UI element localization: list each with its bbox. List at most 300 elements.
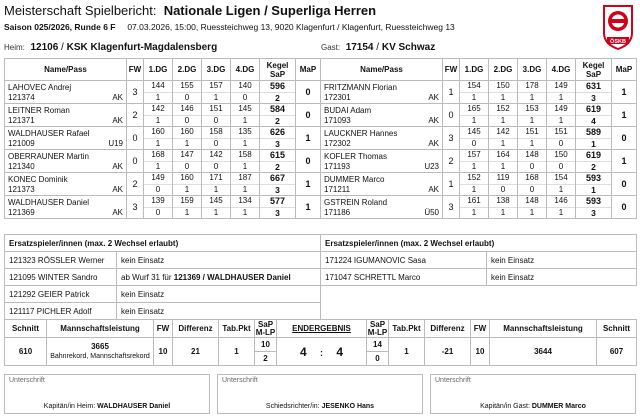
col-dg2: 2.DG	[489, 59, 518, 81]
player-dg-point: 0	[231, 92, 260, 104]
player-dg-point: 1	[489, 161, 518, 173]
score-separator: :	[320, 347, 323, 358]
player-dg-point: 1	[547, 115, 576, 127]
player-dg-score: 119	[489, 173, 518, 185]
col-dg4: 4.DG	[231, 59, 260, 81]
player-dg-point: 1	[202, 207, 231, 219]
home-subs-table	[4, 234, 321, 320]
player-row	[5, 81, 321, 93]
player-name-cell	[5, 81, 127, 104]
substitute-note-text: kein Einsatz	[121, 289, 165, 299]
player-dg-score: 171	[202, 173, 231, 185]
col-fw: FW	[127, 59, 144, 81]
col-kegel: Kegel	[582, 60, 605, 70]
player-dg-score: 149	[547, 81, 576, 93]
signature-label: Unterschrift	[9, 377, 45, 384]
player-dg-point: 0	[173, 115, 202, 127]
player-dg-point: 1	[460, 115, 489, 127]
hdr-home-schnitt: Schnitt	[5, 320, 47, 338]
player-dg-score: 145	[231, 104, 260, 116]
player-row	[5, 104, 321, 116]
substitute-note	[117, 269, 321, 286]
oeskb-logo	[601, 3, 635, 51]
player-dg-score: 168	[144, 150, 173, 162]
player-dg-point: 0	[547, 138, 576, 150]
player-dg-score: 135	[231, 127, 260, 139]
signature-person	[5, 403, 209, 410]
player-dg-point: 0	[202, 115, 231, 127]
player-kegel: 593	[576, 173, 612, 185]
player-dg-score: 157	[460, 150, 489, 162]
player-dg-point: 1	[547, 184, 576, 196]
home-record-note: Bahnrekord, Mannschaftsrekord	[50, 353, 150, 360]
player-kegel: 619	[576, 104, 612, 116]
player-dg-point: 1	[144, 161, 173, 173]
player-row	[321, 173, 637, 185]
player-dg-point: 0	[144, 184, 173, 196]
col-sap: SaP	[585, 69, 602, 79]
player-map: 1	[612, 150, 637, 173]
guest-team: Gast: 17154 / KV Schwaz	[321, 42, 436, 53]
player-dg-point: 1	[518, 138, 547, 150]
col-map: MaP	[612, 59, 637, 81]
player-dg-score: 178	[518, 81, 547, 93]
player-dg-score: 161	[460, 196, 489, 208]
substitute-note	[117, 286, 321, 303]
player-dg-score: 151	[518, 127, 547, 139]
player-pass-line	[8, 116, 123, 126]
player-kegel: 631	[576, 81, 612, 93]
col-dg1: 1.DG	[460, 59, 489, 81]
player-row	[321, 81, 637, 93]
player-pass: 171186	[324, 208, 351, 217]
player-dg-point: 1	[489, 138, 518, 150]
player-fw: 3	[443, 127, 460, 150]
player-fw: 2	[443, 150, 460, 173]
player-name: KONEC Dominik	[8, 175, 68, 184]
signature-name: JESENKO Hans	[321, 403, 375, 410]
player-name-cell	[321, 81, 443, 104]
hdr-home-fw: FW	[154, 320, 173, 338]
player-category: AK	[112, 208, 123, 217]
signature-home-captain[interactable]	[4, 374, 210, 414]
player-dg-point: 0	[202, 161, 231, 173]
player-map: 0	[612, 127, 637, 150]
player-dg-score: 157	[202, 81, 231, 93]
player-pass: 121374	[8, 93, 35, 102]
player-name: GSTREIN Roland	[324, 198, 388, 207]
player-dg-point: 1	[231, 161, 260, 173]
player-pass: 121371	[8, 116, 35, 125]
player-name: KOFLER Thomas	[324, 152, 387, 161]
player-dg-point: 0	[518, 184, 547, 196]
player-dg-score: 168	[518, 173, 547, 185]
player-dg-score: 160	[173, 173, 202, 185]
player-pass: 172302	[324, 139, 351, 148]
player-kegel: 619	[576, 150, 612, 162]
signature-person	[431, 403, 635, 410]
player-dg-point: 0	[547, 161, 576, 173]
player-category: U19	[108, 139, 123, 148]
col-dg3: 3.DG	[202, 59, 231, 81]
player-name-cell	[5, 173, 127, 196]
player-pass-line	[8, 139, 123, 149]
player-category: AK	[112, 185, 123, 194]
player-pass: 121009	[8, 139, 35, 148]
guest-sap-total: 14	[367, 338, 389, 352]
player-dg-point: 1	[489, 92, 518, 104]
player-dg-point: 0	[202, 138, 231, 150]
player-name: LEITNER Roman	[8, 106, 70, 115]
player-dg-point: 1	[547, 92, 576, 104]
player-fw: 0	[127, 150, 144, 173]
title-prefix: Meisterschaft Spielbericht:	[4, 3, 157, 18]
col-dg3: 3.DG	[518, 59, 547, 81]
player-pass-line	[8, 93, 123, 103]
player-fw: 1	[443, 81, 460, 104]
player-fw: 2	[127, 173, 144, 196]
player-dg-point: 1	[460, 161, 489, 173]
hdr-home-diff: Differenz	[173, 320, 219, 338]
player-map: 1	[296, 173, 321, 196]
player-fw: 3	[127, 81, 144, 104]
player-name-cell	[5, 127, 127, 150]
substitute-player: 121117 PICHLER Adolf	[5, 303, 117, 320]
player-row	[321, 196, 637, 208]
endergebnis-label: ENDERGEBNIS	[292, 324, 351, 333]
player-map: 1	[612, 104, 637, 127]
player-sap: 2	[576, 161, 612, 173]
hdr-home-mannschaft: Mannschaftsleistung	[47, 320, 154, 338]
col-sap: SaP	[269, 69, 286, 79]
home-schnitt: 610	[5, 338, 47, 366]
home-total-value: 3665	[91, 342, 109, 351]
player-pass-line	[324, 116, 439, 126]
guest-team-name: KV Schwaz	[381, 42, 436, 53]
player-map: 0	[296, 150, 321, 173]
player-fw: 3	[127, 196, 144, 219]
player-name: DUMMER Marco	[324, 175, 385, 184]
player-name-cell	[5, 150, 127, 173]
col-dg2: 2.DG	[173, 59, 202, 81]
home-team-id: 12106	[30, 42, 59, 53]
hdr-guest-tab: Tab.Pkt	[389, 320, 425, 338]
player-dg-point: 1	[144, 138, 173, 150]
player-kegel: 589	[576, 127, 612, 139]
player-sap: 3	[260, 184, 296, 196]
substitute-note-text: kein Einsatz	[121, 255, 165, 265]
signature-role: Kapitän/in Gast:	[480, 403, 530, 410]
player-pass: 121340	[8, 162, 35, 171]
player-dg-score: 152	[460, 173, 489, 185]
col-kegel-sap	[576, 59, 612, 81]
guest-schnitt: 607	[597, 338, 637, 366]
final-score	[277, 338, 367, 366]
player-category: AK	[428, 139, 439, 148]
substitute-row	[5, 252, 321, 269]
guest-mlp-total: 0	[367, 352, 389, 366]
player-kegel: 615	[260, 150, 296, 162]
player-dg-point: 1	[489, 115, 518, 127]
substitute-player: 171047 SCHRETTL Marco	[321, 269, 487, 286]
match-info	[4, 22, 455, 32]
substitute-player: 121323 RÖSSLER Werner	[5, 252, 117, 269]
player-pass-line	[324, 93, 439, 103]
player-name-cell	[5, 196, 127, 219]
player-fw: 2	[127, 104, 144, 127]
hdr-guest-sap-mlp	[367, 320, 389, 338]
player-fw: 1	[443, 173, 460, 196]
player-dg-score: 152	[489, 104, 518, 116]
player-pass: 171093	[324, 116, 351, 125]
header-row	[321, 59, 637, 81]
player-name-cell	[321, 173, 443, 196]
player-sap: 3	[260, 207, 296, 219]
signature-name: WALDHAUSER Daniel	[97, 403, 171, 410]
season-round: Saison 025/2026, Runde 6 F	[4, 22, 116, 32]
player-category: AK	[428, 116, 439, 125]
col-name: Name/Pass	[321, 59, 443, 81]
player-sap: 1	[576, 138, 612, 150]
header-row	[5, 59, 321, 81]
col-kegel-sap	[260, 59, 296, 81]
player-row	[5, 196, 321, 208]
player-dg-point: 1	[547, 207, 576, 219]
substitute-row	[5, 269, 321, 286]
player-dg-point: 1	[518, 207, 547, 219]
player-pass: 121369	[8, 208, 35, 217]
player-dg-score: 139	[144, 196, 173, 208]
player-dg-score: 144	[144, 81, 173, 93]
player-dg-point: 0	[144, 207, 173, 219]
player-name-cell	[5, 104, 127, 127]
hdr-guest-sap: SaP	[369, 319, 386, 329]
player-pass-line	[324, 162, 439, 172]
substitute-note	[117, 252, 321, 269]
hdr-guest-schnitt: Schnitt	[597, 320, 637, 338]
guest-team-total: 3644	[490, 338, 597, 366]
player-pass-line	[8, 162, 123, 172]
hdr-home-tab: Tab.Pkt	[219, 320, 255, 338]
player-dg-score: 155	[173, 81, 202, 93]
guest-tabpkt: 1	[389, 338, 425, 366]
guest-fw-total: 10	[471, 338, 490, 366]
player-fw: 3	[443, 196, 460, 219]
player-dg-score: 151	[202, 104, 231, 116]
player-row	[5, 173, 321, 185]
player-name: FRITZMANN Florian	[324, 83, 397, 92]
guest-subs-title: Ersatzspieler/innen (max. 2 Wechsel erlaubt)	[321, 235, 637, 252]
substitute-note-text: ab Wurf 31 für	[121, 272, 174, 282]
player-dg-point: 1	[173, 138, 202, 150]
player-map: 0	[296, 104, 321, 127]
player-category: AK	[112, 116, 123, 125]
player-kegel: 584	[260, 104, 296, 116]
player-dg-score: 149	[547, 104, 576, 116]
player-kegel: 596	[260, 81, 296, 93]
col-dg4: 4.DG	[547, 59, 576, 81]
home-team-total	[47, 338, 154, 366]
player-map: 1	[296, 127, 321, 150]
player-dg-score: 146	[547, 196, 576, 208]
player-dg-score: 142	[489, 127, 518, 139]
player-map: 0	[612, 173, 637, 196]
player-pass-line	[324, 185, 439, 195]
player-category: AK	[428, 93, 439, 102]
player-dg-score: 147	[173, 150, 202, 162]
substitute-player: 121292 GEIER Patrick	[5, 286, 117, 303]
player-fw: 0	[443, 104, 460, 127]
hdr-home-sap: SaP	[257, 319, 274, 329]
player-dg-point: 0	[518, 161, 547, 173]
signature-label: Unterschrift	[435, 377, 471, 384]
player-dg-point: 0	[173, 161, 202, 173]
score-home: 4	[299, 344, 307, 359]
player-dg-score: 145	[202, 196, 231, 208]
player-row	[5, 127, 321, 139]
hdr-guest-mannschaft: Mannschaftsleistung	[490, 320, 597, 338]
page-title	[4, 3, 376, 18]
guest-diff: -21	[425, 338, 471, 366]
player-dg-point: 1	[202, 92, 231, 104]
guest-player-table	[320, 58, 637, 219]
player-dg-point: 1	[231, 184, 260, 196]
player-pass: 171211	[324, 185, 351, 194]
player-dg-point: 1	[202, 184, 231, 196]
player-dg-point: 0	[460, 138, 489, 150]
home-player-table	[4, 58, 321, 219]
home-sap-total: 10	[255, 338, 277, 352]
home-team-name: KSK Klagenfurt-Magdalensberg	[66, 42, 218, 53]
hdr-endergebnis	[277, 320, 367, 338]
player-kegel: 593	[576, 196, 612, 208]
player-name: WALDHAUSER Rafael	[8, 129, 90, 138]
player-pass: 171193	[324, 162, 351, 171]
hdr-home-sap-mlp	[255, 320, 277, 338]
col-name: Name/Pass	[5, 59, 127, 81]
hdr-guest-fw: FW	[471, 320, 490, 338]
player-dg-score: 160	[173, 127, 202, 139]
player-pass-line	[324, 139, 439, 149]
player-pass-line	[8, 208, 123, 218]
player-dg-point: 1	[231, 138, 260, 150]
substitute-row	[5, 286, 321, 303]
player-dg-score: 159	[173, 196, 202, 208]
player-name-cell	[321, 196, 443, 219]
player-name-cell	[321, 150, 443, 173]
player-sap: 3	[260, 138, 296, 150]
player-dg-score: 134	[231, 196, 260, 208]
player-dg-point: 1	[231, 115, 260, 127]
player-fw: 0	[127, 127, 144, 150]
player-dg-point: 1	[173, 207, 202, 219]
player-pass: 121373	[8, 185, 35, 194]
signature-name: DUMMER Marco	[531, 403, 586, 410]
player-row	[321, 127, 637, 139]
home-fw-total: 10	[154, 338, 173, 366]
guest-team-id: 17154	[345, 42, 374, 53]
player-dg-point: 1	[489, 207, 518, 219]
player-dg-point: 1	[231, 207, 260, 219]
player-sap: 2	[260, 161, 296, 173]
player-dg-point: 1	[144, 115, 173, 127]
player-dg-score: 142	[202, 150, 231, 162]
home-mlp-total: 2	[255, 352, 277, 366]
player-category: AK	[112, 162, 123, 171]
home-team: Heim: 12106 / KSK Klagenfurt-Magdalensberg	[4, 42, 218, 53]
player-row	[5, 150, 321, 162]
player-row	[321, 150, 637, 162]
player-map: 0	[296, 81, 321, 104]
player-dg-score: 164	[489, 150, 518, 162]
player-pass-line	[324, 208, 439, 218]
player-dg-score: 154	[547, 173, 576, 185]
substitute-note: kein Einsatz	[487, 252, 637, 269]
substitute-note-text: kein Einsatz	[121, 306, 165, 316]
signature-referee[interactable]	[217, 374, 423, 414]
player-name: LAHOVEC Andrej	[8, 83, 72, 92]
player-dg-score: 160	[144, 127, 173, 139]
player-dg-score: 142	[144, 104, 173, 116]
player-dg-point: 1	[460, 207, 489, 219]
player-dg-point: 0	[173, 92, 202, 104]
home-diff: 21	[173, 338, 219, 366]
player-dg-score: 158	[231, 150, 260, 162]
player-name: BUDAI Adam	[324, 106, 372, 115]
player-map: 1	[296, 196, 321, 219]
player-category: AK	[112, 93, 123, 102]
substitute-player: 171224 IGUMANOVIC Sasa	[321, 252, 487, 269]
hdr-home-mlp: M-LP	[255, 327, 276, 337]
player-dg-score: 149	[144, 173, 173, 185]
signature-role: Kapitän/in Heim:	[43, 403, 96, 410]
date-location: 07.03.2026, 15:00, Ruessteichweg 13, 9020 Klagenfurt / Klagenfurt, Ruessteichweg 13	[127, 22, 455, 32]
player-dg-score: 138	[489, 196, 518, 208]
player-category: U23	[424, 162, 439, 171]
guest-subs-table	[320, 234, 637, 286]
player-sap: 3	[576, 207, 612, 219]
col-kegel: Kegel	[266, 60, 289, 70]
player-dg-score: 146	[173, 104, 202, 116]
player-name: OBERRAUNER Martin	[8, 152, 89, 161]
player-sap: 3	[576, 92, 612, 104]
col-dg1: 1.DG	[144, 59, 173, 81]
player-dg-score: 150	[547, 150, 576, 162]
player-dg-score: 145	[460, 127, 489, 139]
signature-person	[218, 403, 422, 410]
player-kegel: 667	[260, 173, 296, 185]
player-map: 1	[612, 81, 637, 104]
player-name: LAUCKNER Hannes	[324, 129, 398, 138]
summary-table	[4, 319, 637, 366]
player-dg-point: 0	[489, 184, 518, 196]
player-dg-point: 1	[460, 92, 489, 104]
player-name: WALDHAUSER Daniel	[8, 198, 90, 207]
substitute-row	[5, 303, 321, 320]
player-dg-score: 140	[231, 81, 260, 93]
player-dg-score: 187	[231, 173, 260, 185]
player-name-cell	[321, 104, 443, 127]
player-row	[321, 104, 637, 116]
player-dg-score: 158	[202, 127, 231, 139]
col-fw: FW	[443, 59, 460, 81]
substitute-replaced: 121369 / WALDHAUSER Daniel	[173, 272, 291, 282]
guest-label: Gast:	[321, 43, 341, 52]
player-dg-score: 150	[489, 81, 518, 93]
player-sap: 2	[260, 115, 296, 127]
player-dg-score: 148	[518, 196, 547, 208]
signature-guest-captain[interactable]	[430, 374, 636, 414]
